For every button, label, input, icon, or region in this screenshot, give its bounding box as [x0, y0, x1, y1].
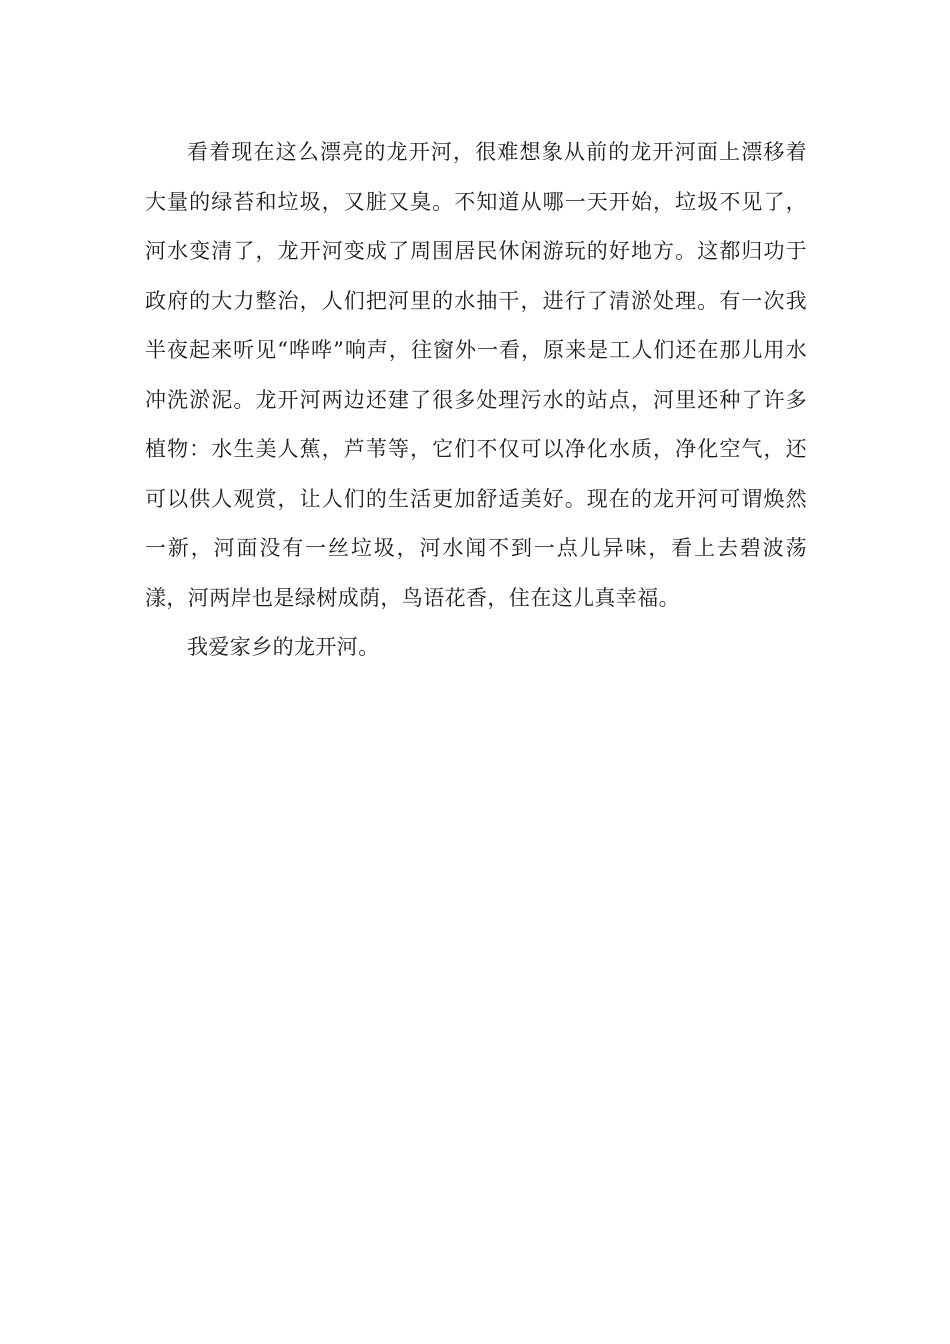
- paragraph-1: 看着现在这么漂亮的龙开河，很难想象从前的龙开河面上漂移着大量的绿苔和垃圾，又脏又臭。不知道从哪一天开始，垃圾不见了，河水变清了，龙开河变成了周围居民休闲游玩的好地方。这都归功于政府的大力整治，人们把河里的水抽干，进行了清淤处理。有一次我半夜起来听见“哗哗”响声，往窗外一看，原来是工人们还在那儿用水冲洗淤泥。龙开河两边还建了很多处理污水的站点，河里还种了许多植物：水生美人蕉，芦苇等，它们不仅可以净化水质，净化空气，还可以供人观赏，让人们的生活更加舒适美好。现在的龙开河可谓焕然一新，河面没有一丝垃圾，河水闻不到一点儿异味，看上去碧波荡漾，河两岸也是绿树成荫，鸟语花香，住在这儿真幸福。: [145, 140, 807, 610]
- document-body: [145, 128, 807, 673]
- paragraph-2: 我爱家乡的龙开河。: [187, 635, 380, 659]
